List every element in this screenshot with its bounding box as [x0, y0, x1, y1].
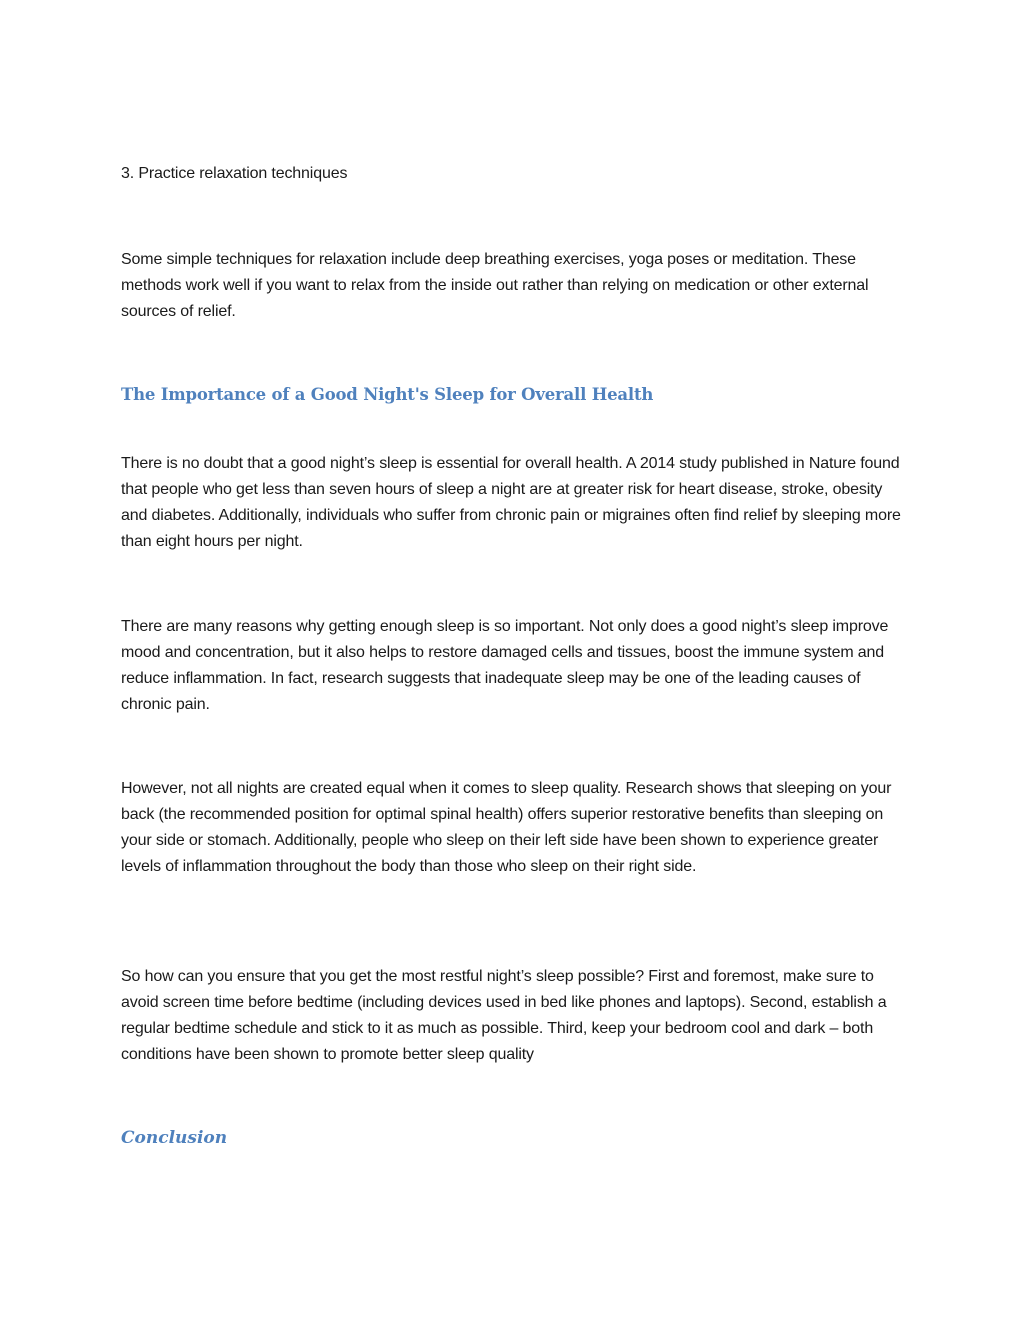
- section-heading: The Importance of a Good Night's Sleep for Overall Health: [121, 385, 654, 404]
- paragraph: There is no doubt that a good night’s sleep is essential for overall health. A 2014 study published in Nature found that people who get less than seven hours of sleep a night are at greater risk for heart disease, stroke, obesity and diabetes. Additionally, individuals who suffer from chronic pain or migraines often find relief by sleeping more than eight hours per night.: [121, 455, 901, 550]
- conclusion-heading: Conclusion: [121, 1128, 228, 1148]
- paragraph: So how can you ensure that you get the most restful night’s sleep possible? First and foremost, make sure to avoid screen time before bedtime (including devices used in bed like phones and laptops). Second, establish a regular bedtime schedule and stick to it as much as possible. Third, keep your bedroom cool and dark – both conditions have been shown to promote better sleep quality: [121, 968, 887, 1063]
- relaxation-paragraph: Some simple techniques for relaxation include deep breathing exercises, yoga poses or meditation. These methods work well if you want to relax from the inside out rather than relying on medication or other external sources of relief.: [121, 251, 869, 320]
- step-heading: 3. Practice relaxation techniques: [121, 165, 348, 182]
- paragraph: There are many reasons why getting enough sleep is so important. Not only does a good night’s sleep improve mood and concentration, but it also helps to restore damaged cells and tissues, boost the immune system and reduce inflammation. In fact, research suggests that inadequate sleep may be one of the leading causes of chronic pain.: [121, 618, 889, 713]
- paragraph: However, not all nights are created equal when it comes to sleep quality. Research shows that sleeping on your back (the recommended position for optimal spinal health) offers superior restorative benefits than sleeping on your side or stomach. Additionally, people who sleep on their left side have been shown to experience greater levels of inflammation throughout the body than those who sleep on their right side.: [121, 780, 892, 875]
